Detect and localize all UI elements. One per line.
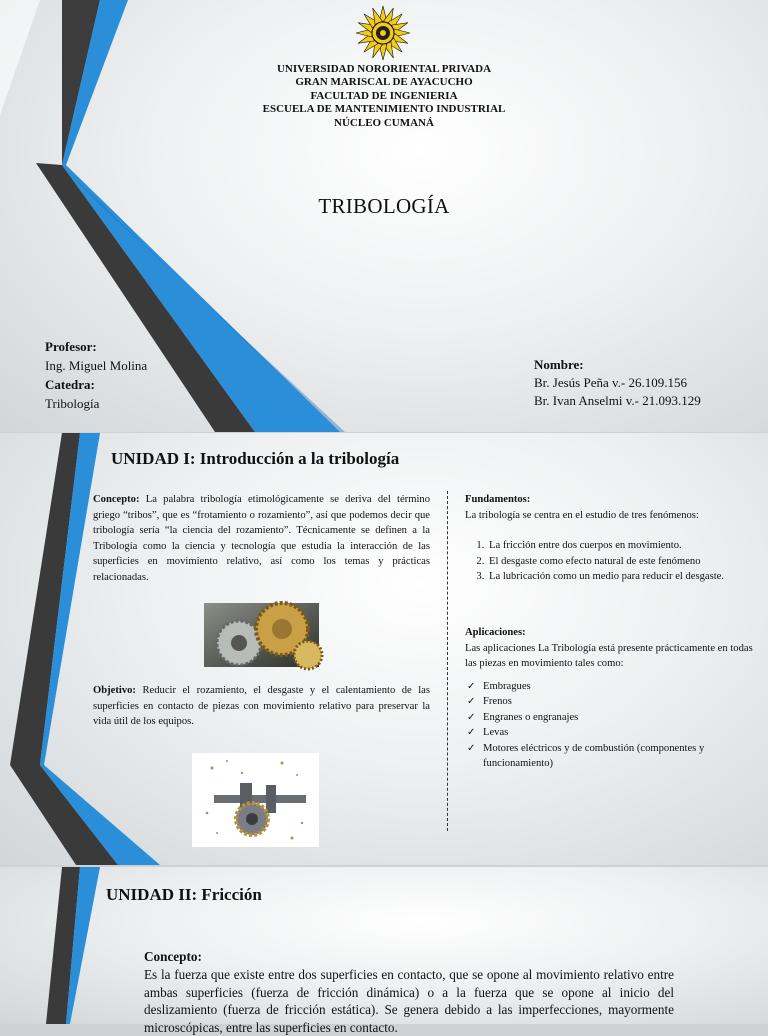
unit-two-slide bbox=[0, 867, 768, 1035]
institution-line: ESCUELA DE MANTENIMIENTO INDUSTRIAL bbox=[262, 103, 506, 116]
student-entry: Br. Jesús Peña v.- 26.109.156 bbox=[534, 375, 687, 390]
professor-block bbox=[45, 337, 147, 413]
list-item: ✓ Motores eléctricos y de combustión (componentes y funcionamiento) bbox=[467, 742, 705, 769]
catedra-label: Catedra: bbox=[45, 377, 95, 392]
institution-line: FACULTAD DE INGENIERIA bbox=[310, 89, 458, 102]
objetivo-text: Reducir el rozamiento, el desgaste y el calentamiento de las superficies en contacto de piezas con movimiento relativo para preservar la vida útil de los equipos. bbox=[93, 685, 430, 727]
list-item: ✓ Engranes o engranajes bbox=[467, 710, 763, 726]
sunflower-logo-icon bbox=[352, 5, 414, 61]
list-item: ✓ Embragues bbox=[467, 679, 763, 695]
presentation-title: TRIBOLOGÍA bbox=[318, 194, 450, 218]
fundamentos-intro: La tribología se centra en el estudio de tres fenómenos: bbox=[465, 509, 699, 521]
slide-title: UNIDAD I: Introducción a la tribología bbox=[111, 449, 400, 468]
checkmark-icon: ✓ bbox=[467, 742, 476, 754]
catedra-value: Tribología bbox=[45, 396, 100, 411]
profesor-label: Profesor: bbox=[45, 339, 97, 354]
list-item: ✓ Frenos bbox=[467, 694, 763, 710]
fundamentos-block bbox=[465, 492, 763, 585]
title-slide bbox=[0, 0, 768, 432]
concepto-label: Concepto: bbox=[93, 494, 140, 505]
list-item: 2. El desgaste como efecto natural de este fenómeno bbox=[487, 554, 763, 570]
concepto-paragraph bbox=[93, 492, 430, 585]
slide-title: UNIDAD II: Fricción bbox=[106, 885, 262, 904]
gears-photo bbox=[204, 603, 319, 667]
fundamentos-list bbox=[487, 538, 763, 585]
concepto-label: Concepto: bbox=[144, 949, 202, 964]
list-item: ✓ Levas bbox=[467, 725, 763, 741]
aplicaciones-intro: Las aplicaciones La Tribología está presente prácticamente en todas las piezas en movimiento tales como: bbox=[465, 642, 753, 669]
checkmark-icon: ✓ bbox=[467, 727, 476, 738]
profesor-name: Ing. Miguel Molina bbox=[45, 358, 148, 373]
nombre-label: Nombre: bbox=[534, 357, 584, 372]
students-block bbox=[534, 356, 701, 410]
unit-one-slide bbox=[0, 433, 768, 865]
checkmark-icon: ✓ bbox=[467, 680, 476, 692]
student-entry: Br. Ivan Anselmi v.- 21.093.129 bbox=[534, 393, 701, 408]
institution-header bbox=[0, 63, 768, 130]
list-item: 3. La lubricación como un medio para reducir el desgaste. bbox=[487, 569, 763, 585]
fundamentos-label: Fundamentos: bbox=[465, 494, 531, 505]
shaft-gear-photo bbox=[192, 753, 319, 847]
institution-line: UNIVERSIDAD NORORIENTAL PRIVADA bbox=[276, 63, 492, 75]
concepto-text: La palabra tribología etimológicamente se deriva del término griego “tribos”, que es “frotamiento o rozamiento”, así que podemos decir que tribología sería “la ciencia del rozamiento”. Técnicamente se definen a la Tribología como la ciencia y tecnología que estudia la interacción de las superficies en movimiento relativo, así como los temas y prácticas relacionadas. bbox=[93, 494, 430, 583]
list-item: 1. La fricción entre dos cuerpos en movimiento. bbox=[487, 538, 763, 554]
objetivo-paragraph bbox=[93, 683, 430, 730]
institution-line: NÚCLEO CUMANÁ bbox=[334, 116, 434, 129]
institution-line: GRAN MARISCAL DE AYACUCHO bbox=[295, 76, 473, 89]
aplicaciones-list bbox=[467, 679, 763, 772]
concepto-text: Es la fuerza que existe entre dos superficies en contacto, que se opone al movimiento relativo entre ambas superficies (fuerza de fricción dinámica) o a la fuerza que se opone al inicio del deslizamiento (fuerza de fricción estática). Se genera debido a las imperfecciones, mayormente microscópicas, entre las superficies en contacto. bbox=[144, 967, 674, 1035]
objetivo-label: Objetivo: bbox=[93, 685, 136, 696]
column-divider bbox=[447, 491, 448, 831]
aplicaciones-block bbox=[465, 625, 763, 772]
checkmark-icon: ✓ bbox=[467, 696, 476, 707]
checkmark-icon: ✓ bbox=[467, 711, 476, 723]
aplicaciones-label: Aplicaciones: bbox=[465, 627, 526, 638]
